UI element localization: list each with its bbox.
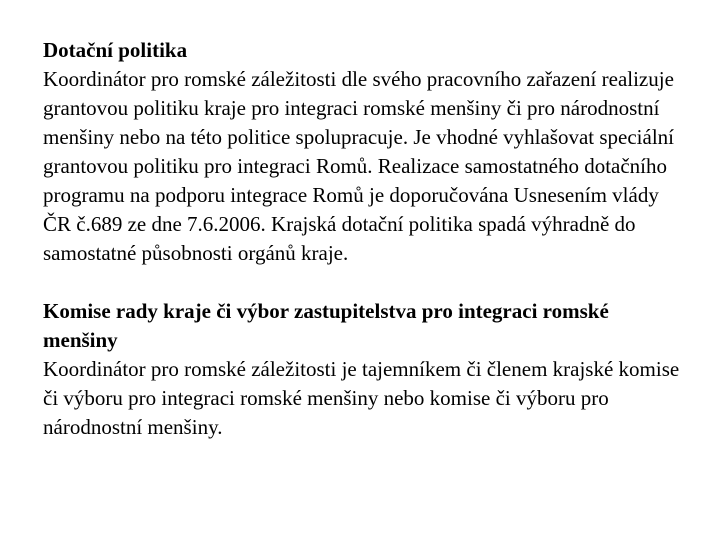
section-komise-rady-kraje [43, 297, 683, 442]
section-dotacni-politika [43, 36, 683, 268]
section-heading: Komise rady kraje či výbor zastupitelstva pro integraci romské menšiny [43, 299, 609, 352]
section-body: Koordinátor pro romské záležitosti je tajemníkem či členem krajské komise či výboru pro integraci romské menšiny nebo komise či výboru pro národnostní menšiny. [43, 357, 680, 439]
slide-content [43, 36, 683, 442]
section-heading: Dotační politika [43, 38, 188, 62]
section-body: Koordinátor pro romské záležitosti dle svého pracovního zařazení realizuje grantovou politiku kraje pro integraci romské menšiny či pro národnostní menšiny nebo na této politice spolupracuje. Je vhodné vyhlašovat speciální grantovou politiku pro integraci Romů. Realizace samostatného dotačního programu na podporu integrace Romů je doporučována Usnesením vlády ČR č.689 ze dne 7.6.2006. Krajská dotační politika spadá výhradně do samostatné působnosti orgánů kraje. [43, 67, 675, 265]
